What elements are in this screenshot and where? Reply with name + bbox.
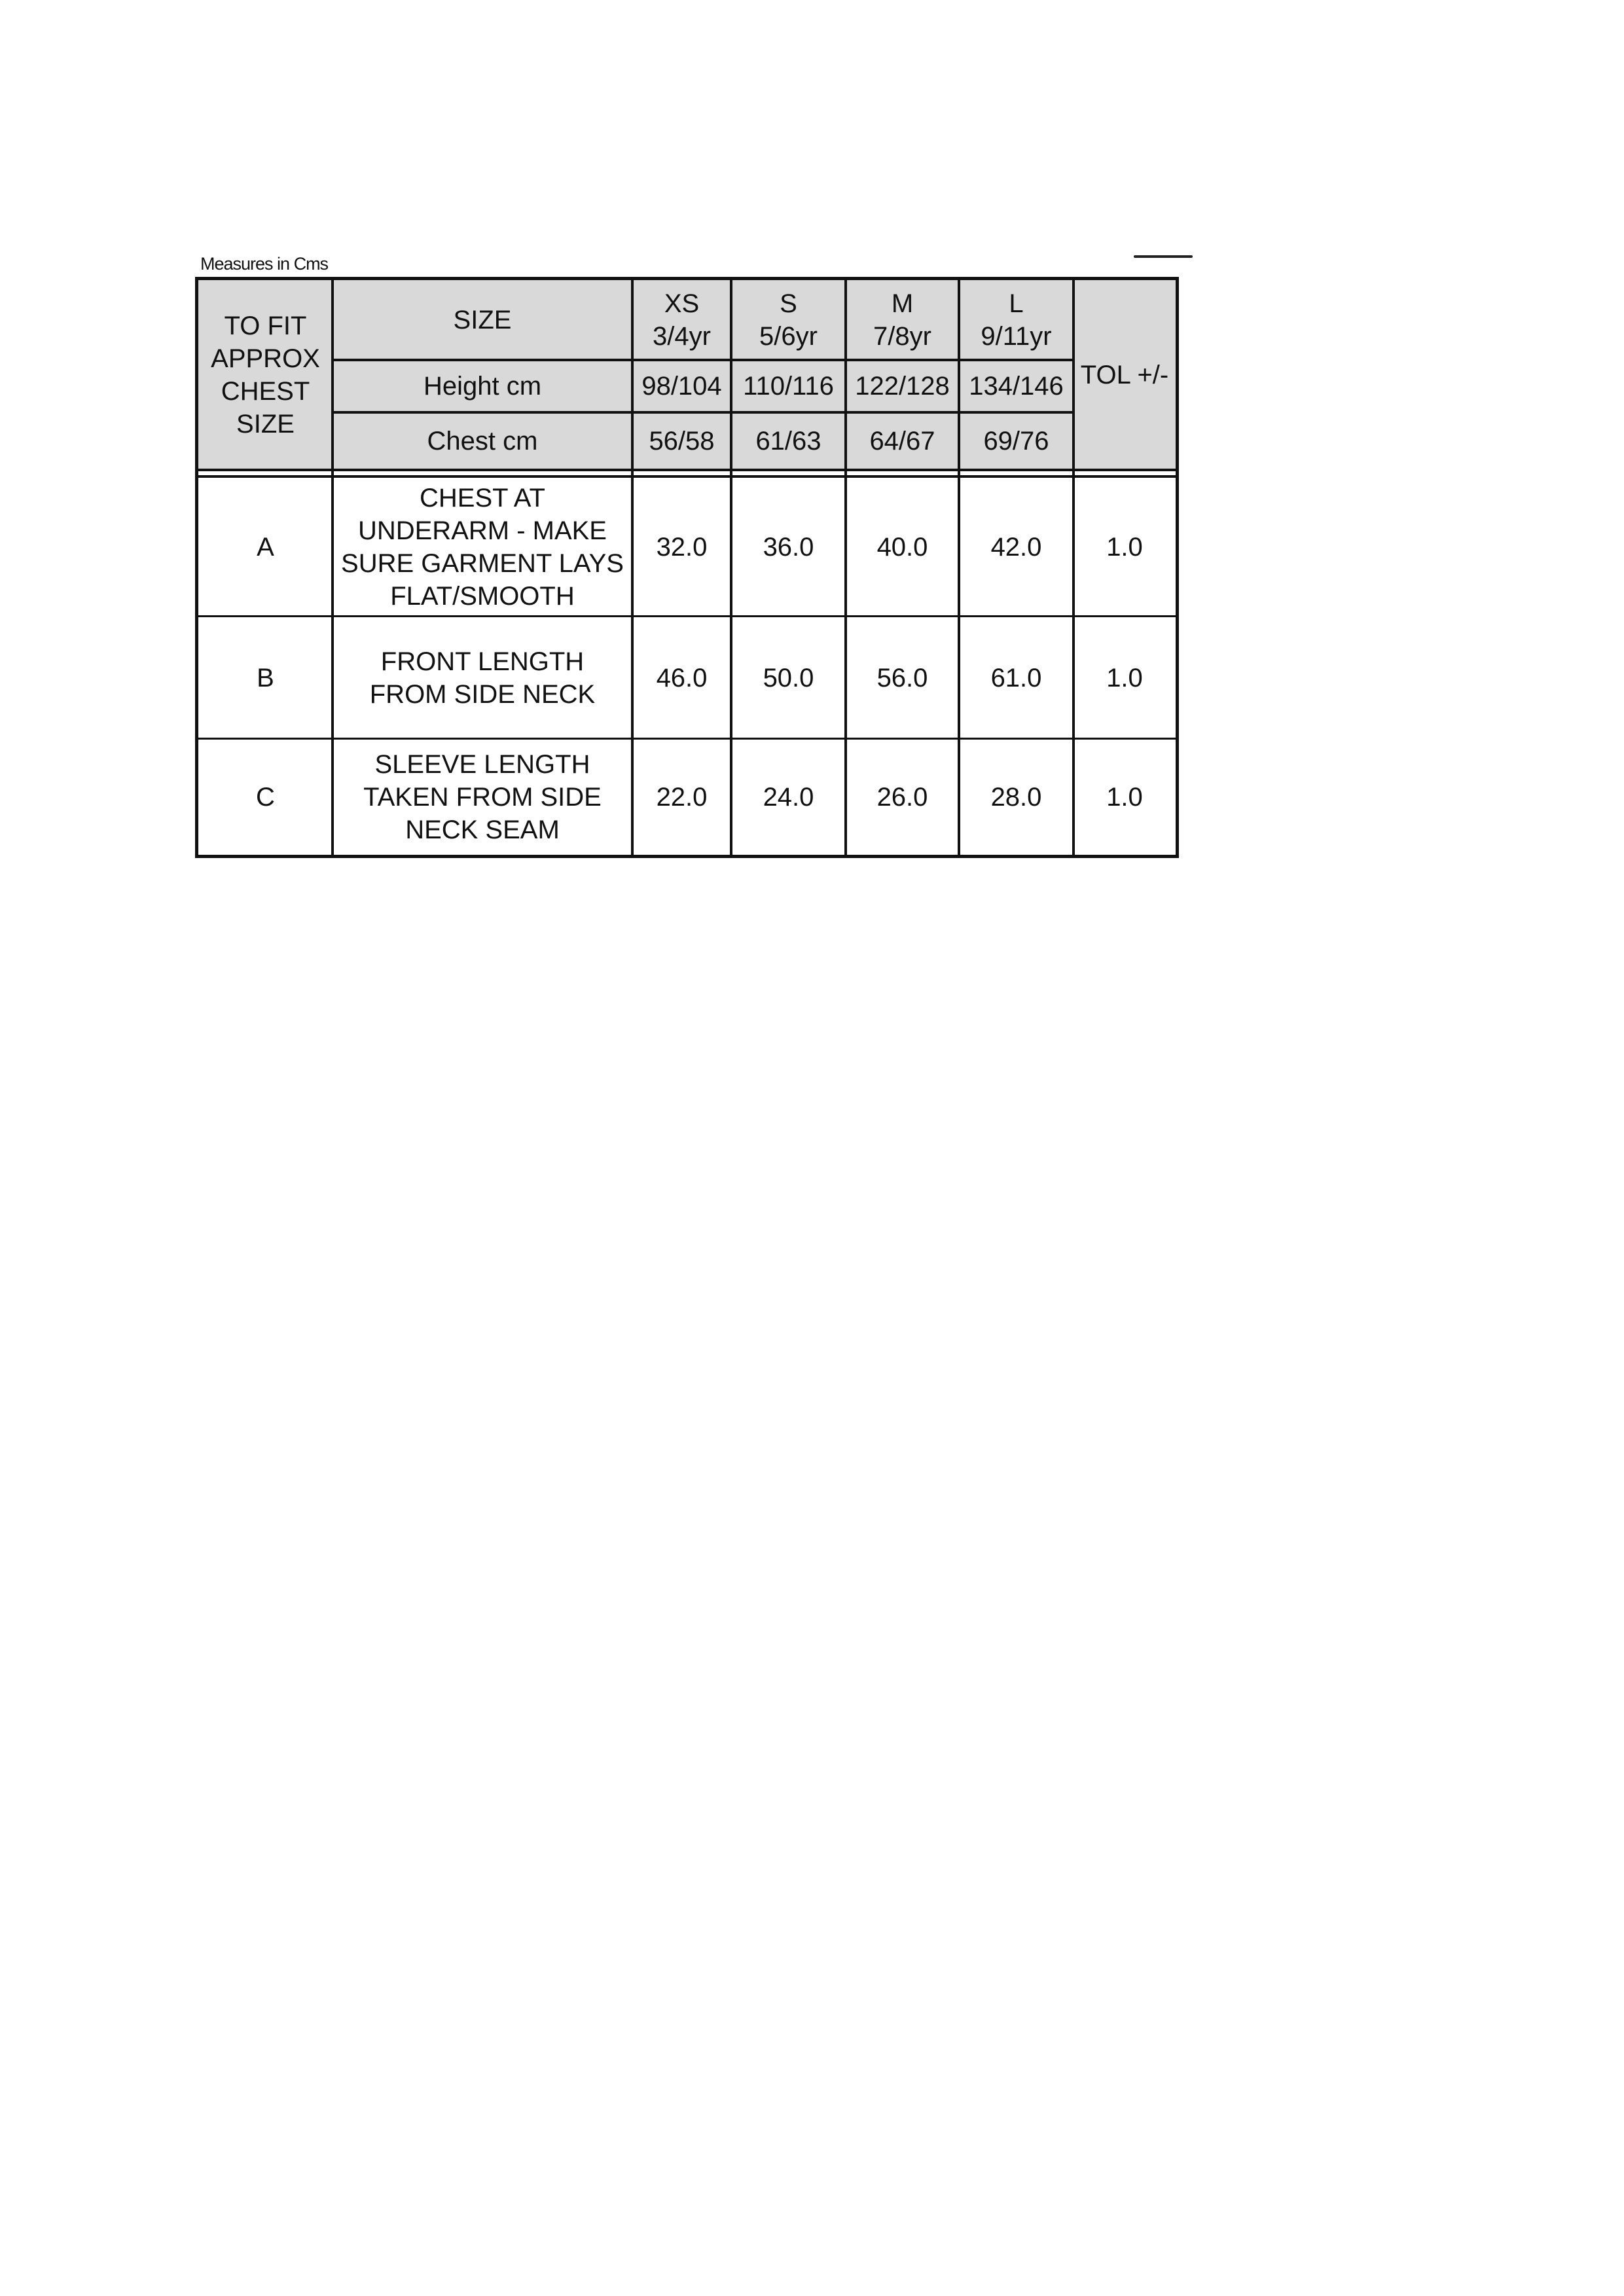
grid-line <box>198 615 1176 617</box>
grid-line <box>333 359 1074 361</box>
row-a-code: A <box>257 533 274 562</box>
row-b-code: B <box>257 663 274 692</box>
row-c-s: 24.0 <box>763 782 814 812</box>
chest-s: 61/63 <box>731 412 846 470</box>
row-a-tol: 1.0 <box>1106 533 1143 562</box>
to-fit-header: TO FIT APPROX CHEST SIZE <box>198 280 333 470</box>
size-code-s <box>731 280 846 360</box>
size-age: 7/8yr <box>873 322 931 351</box>
size-code: XS <box>664 289 700 318</box>
row-c-xs: 22.0 <box>656 782 708 812</box>
row-a-s: 36.0 <box>763 533 814 562</box>
row-b-tol: 1.0 <box>1106 663 1143 692</box>
row-b-description: FRONT LENGTH FROM SIDE NECK <box>369 647 596 709</box>
size-age: 9/11yr <box>981 322 1052 351</box>
corner-mark <box>1134 255 1193 258</box>
grid-line <box>958 280 960 855</box>
grid-line <box>198 738 1176 740</box>
size-code-l <box>959 280 1074 360</box>
size-code: L <box>1009 289 1024 318</box>
grid-line <box>631 280 634 855</box>
chest-l: 69/76 <box>959 412 1074 470</box>
height-xs: 98/104 <box>632 360 731 412</box>
row-a-description: CHEST AT UNDERARM - MAKE SURE GARMENT LAYS FLAT/SMOOTH <box>341 484 624 611</box>
row-a-xs: 32.0 <box>656 533 708 562</box>
chest-header: Chest cm <box>333 412 632 470</box>
chest-m: 64/67 <box>846 412 959 470</box>
row-a-l: 42.0 <box>990 533 1042 562</box>
size-age: 3/4yr <box>653 322 711 351</box>
header-divider <box>198 475 1176 478</box>
size-code: M <box>891 289 914 318</box>
row-c-l: 28.0 <box>990 782 1042 812</box>
height-m: 122/128 <box>846 360 959 412</box>
size-age: 5/6yr <box>759 322 818 351</box>
row-c-description: SLEEVE LENGTH TAKEN FROM SIDE NECK SEAM <box>363 749 602 844</box>
grid-line <box>730 280 732 855</box>
size-chart-table <box>195 277 1179 858</box>
row-b-s: 50.0 <box>763 663 814 692</box>
tol-header: TOL +/- <box>1074 280 1176 470</box>
row-b-l: 61.0 <box>990 663 1042 692</box>
height-s: 110/116 <box>731 360 846 412</box>
height-header: Height cm <box>333 360 632 412</box>
row-a-m: 40.0 <box>876 533 928 562</box>
grid-line <box>844 280 847 855</box>
row-c-m: 26.0 <box>876 782 928 812</box>
row-c-code: C <box>256 782 275 812</box>
size-header: SIZE <box>333 280 632 360</box>
measures-caption: Measures in Cms <box>200 254 329 274</box>
size-code: S <box>780 289 797 318</box>
height-l: 134/146 <box>959 360 1074 412</box>
size-code-xs <box>632 280 731 360</box>
row-b-xs: 46.0 <box>656 663 708 692</box>
grid-line <box>331 280 334 855</box>
grid-line <box>1072 280 1075 855</box>
size-code-m <box>846 280 959 360</box>
chest-xs: 56/58 <box>632 412 731 470</box>
header-divider <box>198 469 1176 471</box>
row-c-tol: 1.0 <box>1106 782 1143 812</box>
row-b-m: 56.0 <box>876 663 928 692</box>
grid-line <box>333 411 1074 414</box>
